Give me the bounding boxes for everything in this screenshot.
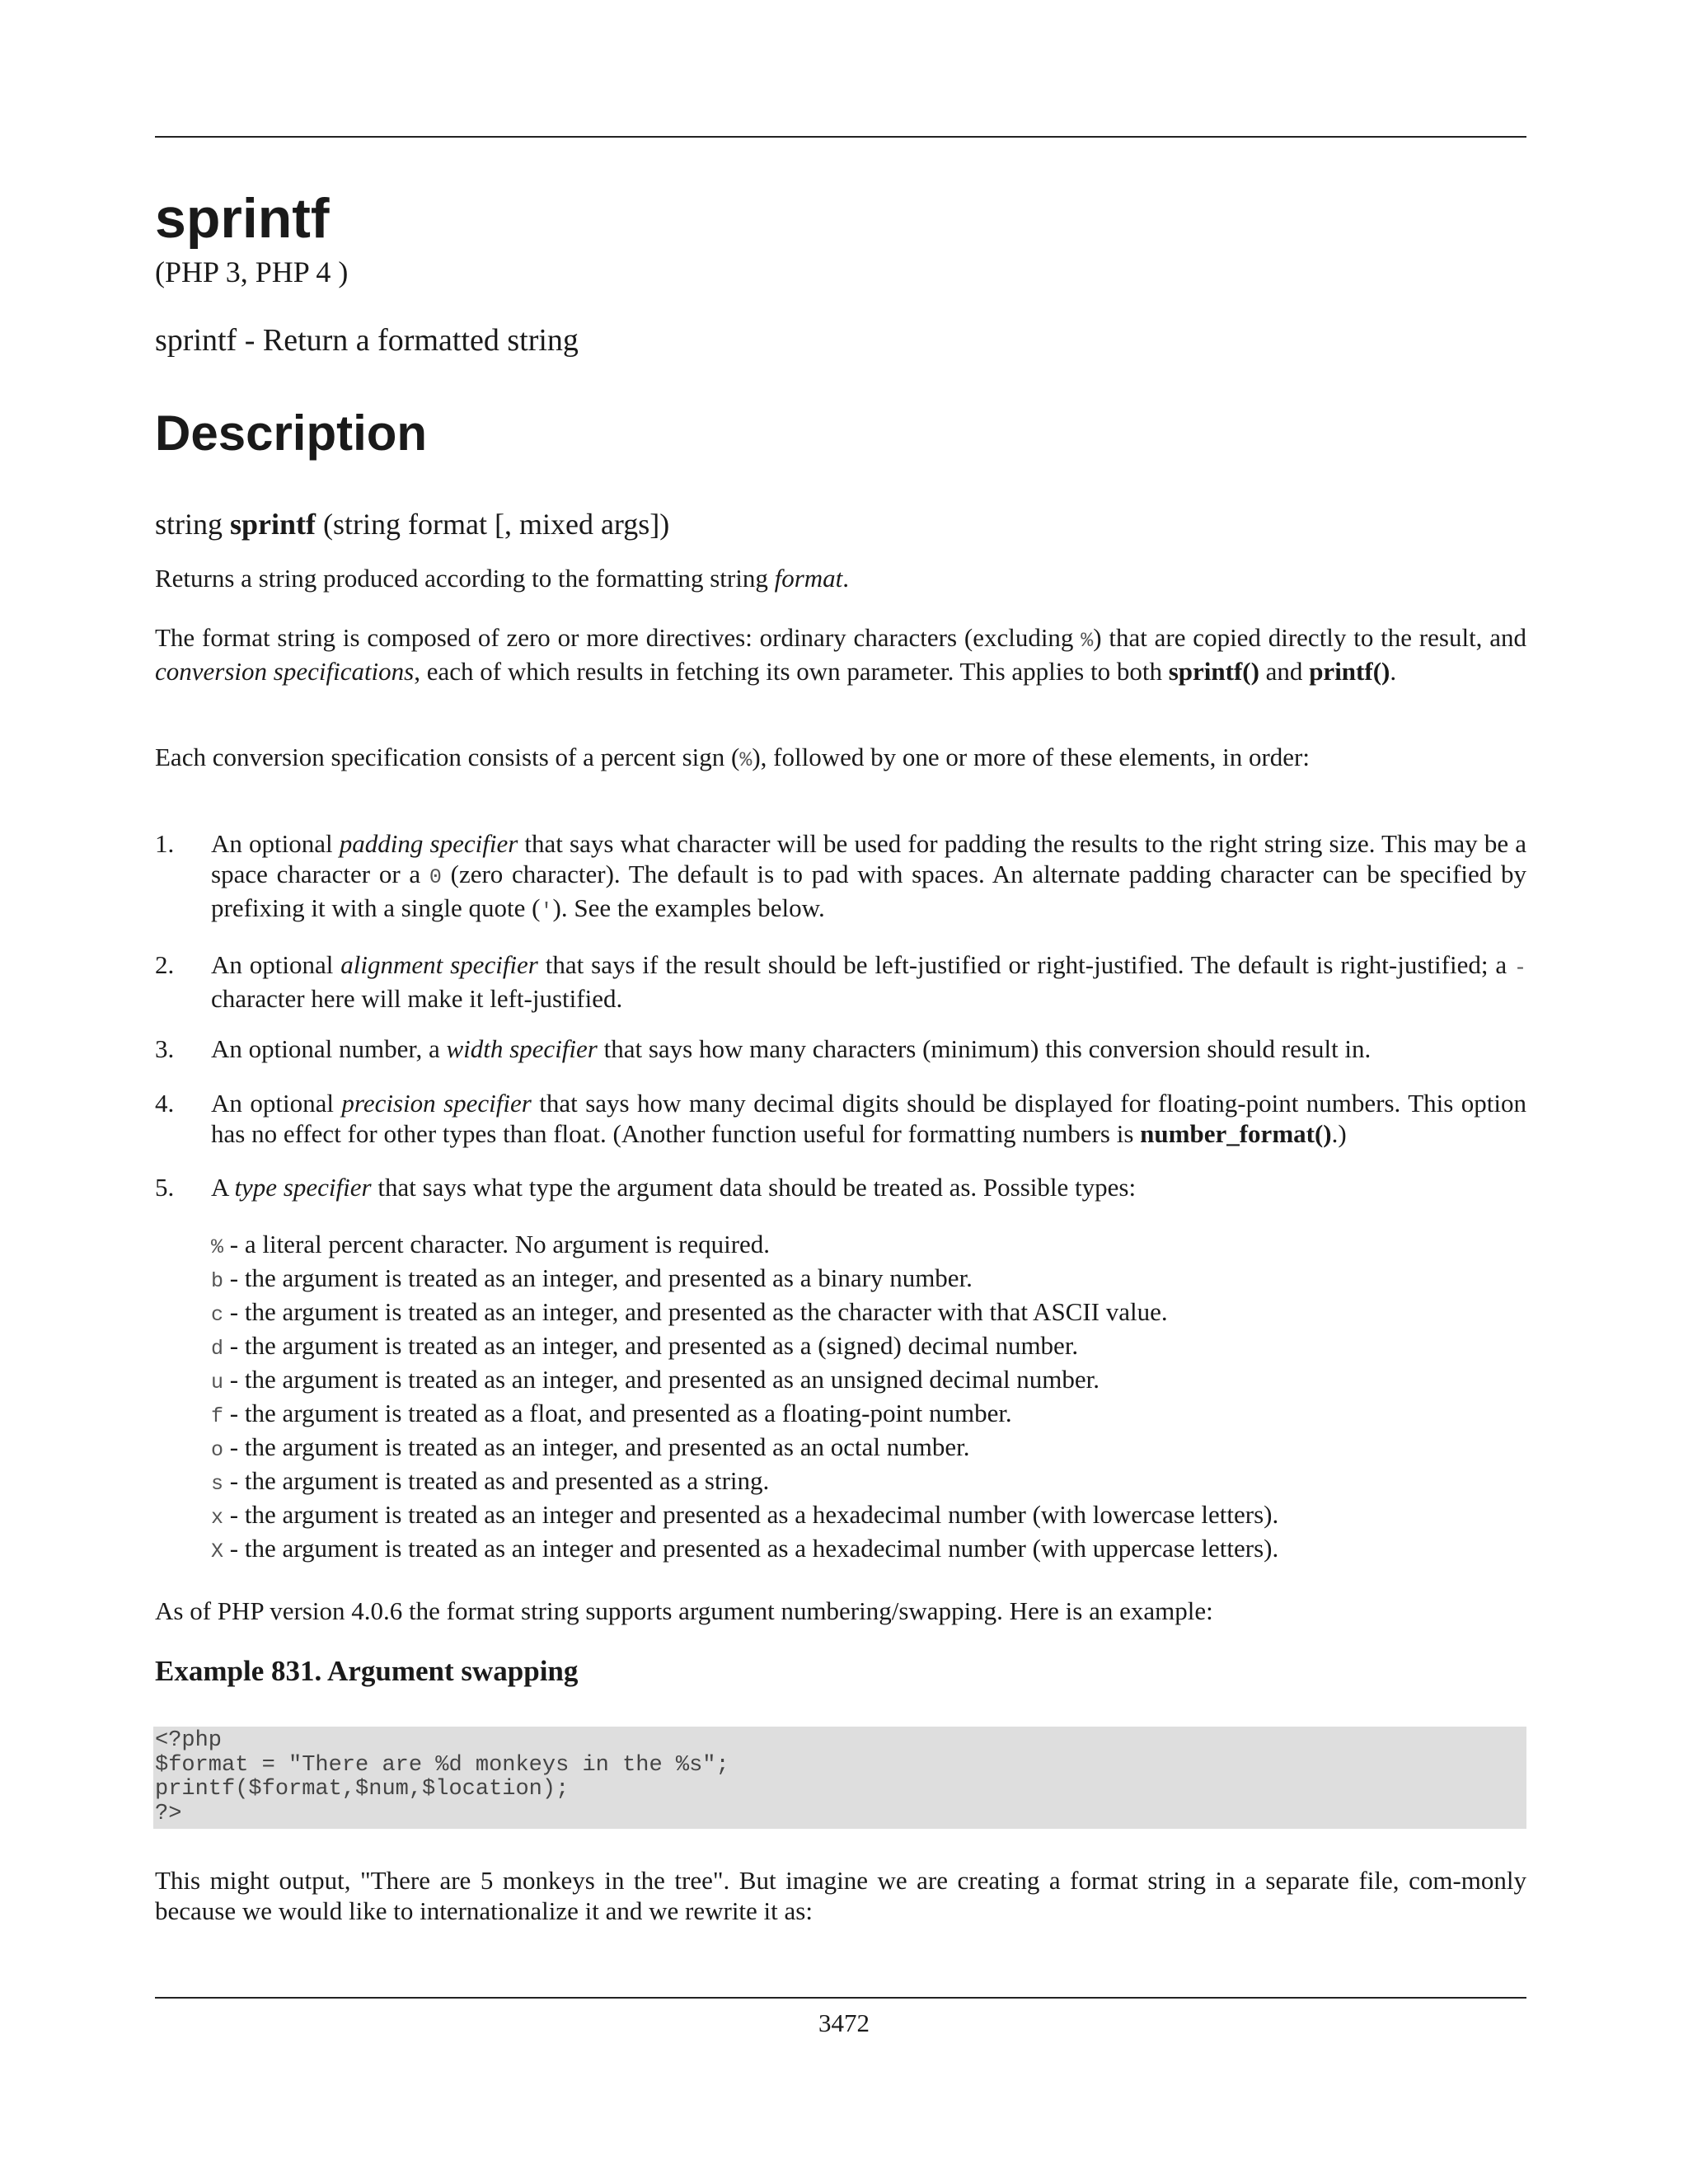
code-line: $format = "There are %d monkeys in the %s"; <box>155 1752 729 1778</box>
refname: sprintf - Return a formatted string <box>155 323 579 358</box>
type-item: f - the argument is treated as a float, and presented as a floating-point number. <box>211 1399 1012 1428</box>
code-line: printf($format,$num,$location); <box>155 1777 570 1802</box>
example-title: Example 831. Argument swapping <box>155 1655 579 1687</box>
type-item: b - the argument is treated as an integer, and presented as a binary number. <box>211 1263 973 1293</box>
type-item: % - a literal percent character. No argument is required. <box>211 1230 771 1259</box>
top-rule <box>155 136 1526 138</box>
type-specifier-list <box>211 1229 1278 1567</box>
paragraph-argument-swapping: As of PHP version 4.0.6 the format string supports argument numbering/swapping. Here is an example: <box>155 1596 1213 1625</box>
type-item: s - the argument is treated as and presented as a string. <box>211 1466 770 1496</box>
paragraph-output: This might output, "There are 5 monkeys in the tree". But imagine we are creating a format string in a separate file, com-monly because we would like to internationalize it and we rewrite it as: <box>155 1866 1526 1925</box>
page-number: 3472 <box>818 2008 870 2037</box>
type-item: u - the argument is treated as an integer, and presented as an unsigned decimal number. <box>211 1365 1100 1394</box>
code-line: <?php <box>155 1728 223 1753</box>
paragraph-format-string: The format string is composed of zero or more directives: ordinary characters (excluding %) that are copied directly to the result, and conversion specifications, each of which results in fetching its own parameter. This applies to both sprintf() and printf(). <box>155 623 1526 686</box>
list-item: 4. An optional precision specifier that says how many decimal digits should be displayed for floating-point numbers. This option has no effect for other types than float. (Another function useful for formatting numbers is number_format().) <box>155 1089 1526 1148</box>
type-item: d - the argument is treated as an integer, and presented as a (signed) decimal number. <box>211 1331 1079 1361</box>
synopsis-params: (string format [, mixed args]) <box>316 508 670 541</box>
list-item: 5. A type specifier that says what type the argument data should be treated as. Possible types: <box>155 1173 1137 1202</box>
type-item: X - the argument is treated as an integer and presented as a hexadecimal number (with uppercase letters). <box>211 1534 1279 1563</box>
synopsis-function-name: sprintf <box>230 508 316 541</box>
list-item: 1. An optional padding specifier that says what character will be used for padding the results to the right string size. This may be a space character or a 0 (zero character). The default is to pad with spaces. An alternate padding character can be specified by prefixing it with a single quote ('). See the examples below. <box>155 829 1526 923</box>
bottom-rule <box>155 1997 1526 1999</box>
list-item: 2. An optional alignment specifier that says if the result should be left-justified or right-justified. The default is right-justified; a - character here will make it left-justified. <box>155 950 1526 1013</box>
type-item: x - the argument is treated as an integer and presented as a hexadecimal number (with lowercase letters). <box>211 1500 1279 1530</box>
function-synopsis <box>155 507 669 542</box>
type-item: o - the argument is treated as an integer, and presented as an octal number. <box>211 1432 970 1462</box>
code-line: ?> <box>155 1801 182 1826</box>
paragraph-returns: Returns a string produced according to the formatting string format. <box>155 564 850 593</box>
synopsis-return-type: string <box>155 508 231 541</box>
description-heading: Description <box>155 405 428 461</box>
list-item: 3. An optional number, a width specifier that says how many characters (minimum) this conversion should result in. <box>155 1034 1372 1063</box>
type-item: c - the argument is treated as an integer, and presented as the character with that ASCII value. <box>211 1297 1168 1327</box>
php-versions: (PHP 3, PHP 4 ) <box>155 255 349 288</box>
paragraph-conversion-spec: Each conversion specification consists of a percent sign (%), followed by one or more of these elements, in order: <box>155 743 1310 772</box>
page-title: sprintf <box>155 187 330 250</box>
code-example <box>153 1727 1526 1829</box>
